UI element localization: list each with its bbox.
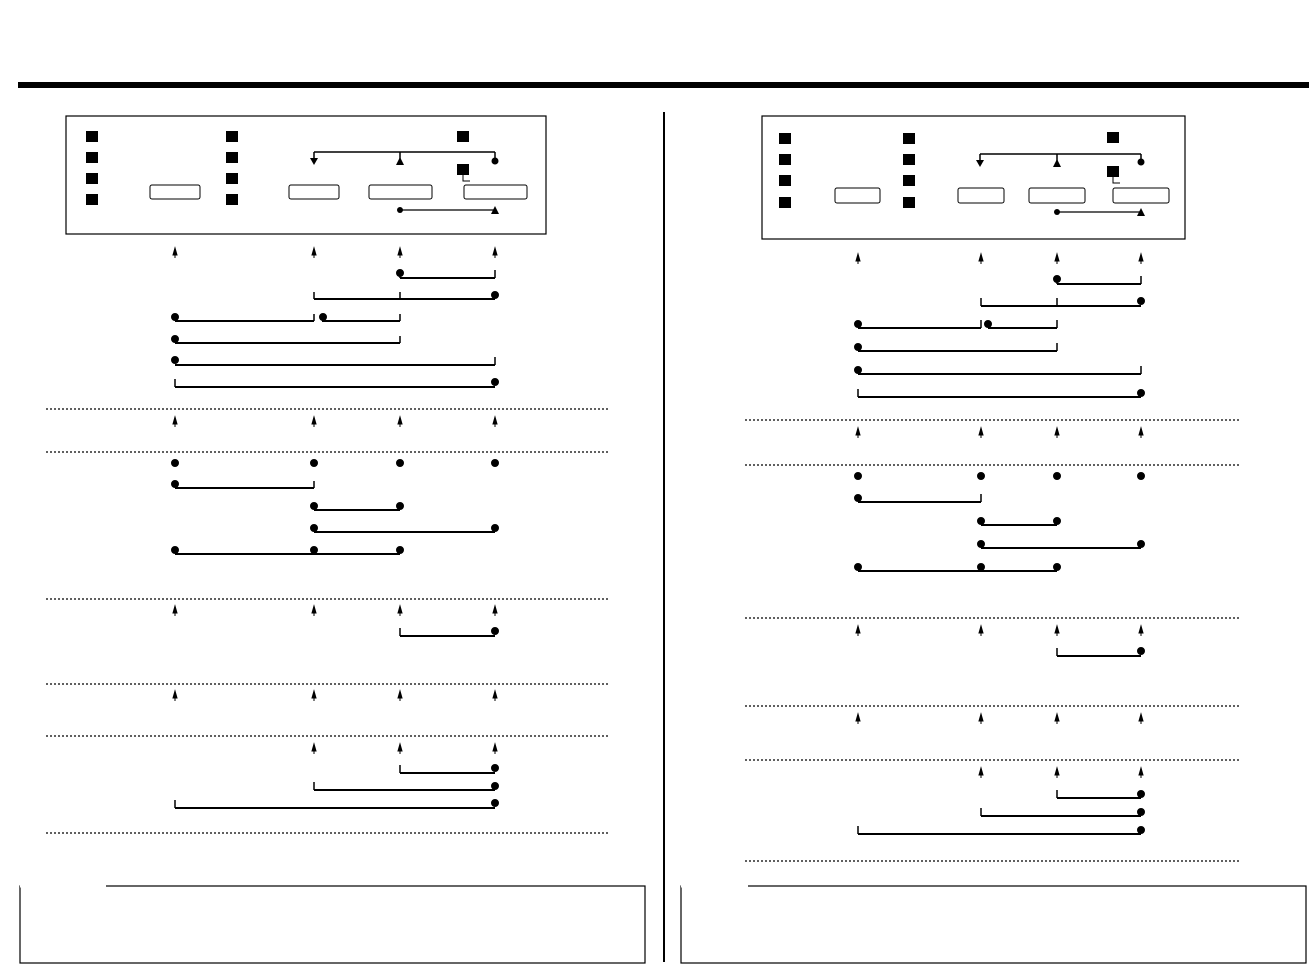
- span-row: [1054, 276, 1142, 285]
- left-timeline: [173, 691, 497, 701]
- tick-row: [173, 417, 497, 427]
- dot-row: [172, 460, 499, 467]
- left-timeline: [173, 606, 499, 636]
- tick-row: [173, 606, 497, 616]
- square-leader-line: [463, 175, 470, 181]
- arrow-down-icon: [976, 160, 984, 167]
- filled-square-icon: [226, 194, 238, 205]
- span-row: [172, 481, 315, 489]
- span-row: [400, 765, 499, 774]
- filled-square-icon: [779, 175, 791, 186]
- legend-blank-box: [289, 185, 339, 199]
- left-timeline: [175, 744, 499, 808]
- span-row: [175, 800, 499, 809]
- span-row: [1057, 648, 1145, 657]
- header-rule: [18, 82, 1309, 88]
- filled-square-icon: [226, 173, 238, 184]
- span-row: [397, 270, 496, 279]
- legend-bottom-connector: [1054, 208, 1145, 216]
- tick-row: [979, 768, 1143, 778]
- dot-marker-icon: [1054, 209, 1060, 215]
- filled-square-icon: [457, 164, 469, 175]
- filled-square-icon: [779, 154, 791, 165]
- filled-square-icon: [903, 154, 915, 165]
- span-row: [175, 379, 499, 388]
- span-row: [314, 782, 499, 790]
- tick-row: [173, 248, 497, 258]
- filled-square-icon: [457, 131, 469, 142]
- filled-square-icon: [779, 197, 791, 208]
- dot-marker-icon: [492, 158, 499, 165]
- filled-square-icon: [86, 194, 98, 205]
- right-timeline: [856, 714, 1143, 724]
- span-row: [311, 525, 499, 533]
- filled-square-icon: [226, 131, 238, 142]
- span-row: [855, 564, 1061, 572]
- right-timeline: [858, 768, 1145, 834]
- right-diagram: [681, 116, 1306, 963]
- span-row: [172, 336, 401, 344]
- legend-blank-box: [150, 185, 200, 199]
- filled-square-icon: [903, 133, 915, 144]
- filled-square-icon: [903, 197, 915, 208]
- tick-row: [312, 744, 497, 754]
- dot-marker-icon: [1138, 159, 1145, 166]
- tick-row: [856, 626, 1143, 636]
- span-row: [1057, 790, 1145, 798]
- right-legend-box: [762, 116, 1185, 239]
- tick-row: [856, 428, 1143, 438]
- left-note-box: [20, 886, 645, 963]
- span-row: [981, 298, 1145, 307]
- arrow-up-icon: [1053, 159, 1061, 167]
- legend-blank-box: [464, 185, 527, 199]
- legend-blank-box: [1029, 188, 1085, 203]
- tick-row: [856, 714, 1143, 724]
- filled-square-icon: [86, 131, 98, 142]
- span-row: [978, 541, 1145, 549]
- span-row: [400, 628, 499, 637]
- right-timeline: [856, 428, 1143, 438]
- filled-square-icon: [903, 175, 915, 186]
- span-row: [314, 292, 499, 300]
- dot-row: [855, 473, 1145, 480]
- tick-row: [173, 691, 497, 701]
- span-row: [858, 389, 1145, 397]
- arrow-down-icon: [310, 158, 318, 165]
- span-row: [981, 808, 1145, 816]
- right-timeline: [856, 626, 1145, 656]
- filled-square-icon: [779, 133, 791, 144]
- right-note-box: [681, 886, 1306, 963]
- dot-marker-icon: [397, 207, 403, 213]
- span-row: [855, 320, 1058, 328]
- left-timeline: [173, 417, 497, 427]
- filled-square-icon: [86, 173, 98, 184]
- filled-square-icon: [1107, 166, 1119, 177]
- square-leader-line: [1113, 177, 1120, 183]
- legend-blank-box: [958, 188, 1004, 203]
- span-row: [978, 518, 1061, 526]
- left-timeline: [172, 248, 499, 387]
- legend-blank-box: [835, 188, 880, 203]
- span-row: [172, 547, 404, 555]
- left-timeline: [172, 460, 499, 555]
- legend-bottom-connector: [397, 206, 499, 214]
- span-row: [855, 366, 1142, 374]
- right-timeline: [855, 473, 1145, 572]
- left-legend-box: [66, 116, 546, 234]
- filled-square-icon: [86, 152, 98, 163]
- span-row: [172, 357, 496, 366]
- span-row: [311, 503, 404, 511]
- legend-connector: [310, 152, 499, 165]
- arrow-up-icon: [396, 157, 404, 165]
- legend-blank-box: [1113, 188, 1169, 203]
- tick-row: [856, 254, 1143, 264]
- filled-square-icon: [1107, 132, 1119, 143]
- span-row: [855, 343, 1058, 351]
- filled-square-icon: [226, 152, 238, 163]
- span-row: [172, 314, 401, 322]
- span-row: [855, 494, 982, 502]
- span-row: [858, 826, 1145, 834]
- legend-connector: [976, 154, 1145, 167]
- right-timeline: [855, 254, 1145, 397]
- legend-blank-box: [369, 185, 432, 199]
- left-diagram: [20, 116, 645, 963]
